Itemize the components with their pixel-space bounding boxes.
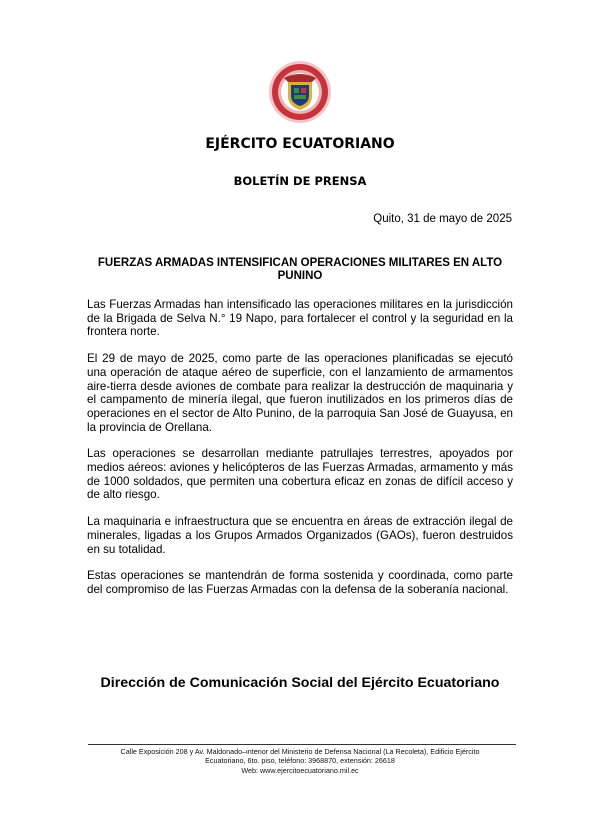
article-body: [87, 298, 513, 610]
footer-address-line-2: Ecuatoriano, 6to. piso, teléfono: 3968870, extensión: 26618: [205, 756, 395, 766]
footer-divider: [88, 744, 516, 745]
publication-date: Quito, 31 de mayo de 2025: [373, 213, 512, 225]
army-emblem-icon: [268, 60, 332, 124]
paragraph-1: Las Fuerzas Armadas han intensificado las operaciones militares en la jurisdicción de la Brigada de Selva N.° 19 Napo, para fortalecer el control y la seguridad en la frontera norte.: [87, 298, 513, 339]
organization-title: EJÉRCITO ECUATORIANO: [205, 136, 395, 152]
paragraph-5: Estas operaciones se mantendrán de forma sostenida y coordinada, como parte del compromiso de las Fuerzas Armadas con la defensa de la soberanía nacional.: [87, 569, 513, 596]
footer: [85, 747, 515, 775]
signature: Dirección de Comunicación Social del Ejército Ecuatoriano: [100, 675, 500, 691]
paragraph-3: Las operaciones se desarrollan mediante patrullajes terrestres, apoyados por medios aéreos: aviones y helicópteros de las Fuerzas Armadas, armamento y más de 1000 soldados, que permiten una cobertura eficaz en zonas de difícil acceso y de alto riesgo.: [87, 447, 513, 502]
footer-address-line-1: Calle Exposición 208 y Av. Maldonado–interior del Ministerio de Defensa Nacional (La Recoleta), Edificio Ejército: [120, 747, 480, 756]
headline: FUERZAS ARMADAS INTENSIFICAN OPERACIONES MILITARES EN ALTO PUNINO: [97, 257, 503, 282]
bulletin-title: BOLETÍN DE PRENSA: [233, 174, 367, 188]
footer-web: Web: www.ejercitoecuatoriano.mil.ec: [241, 765, 359, 775]
paragraph-2: El 29 de mayo de 2025, como parte de las operaciones planificadas se ejecutó una operación de ataque aéreo de superficie, con el lanzamiento de armamentos aire-tierra desde aviones de combate para realizar la destrucción de maquinaria y el campamento de minería ilegal, que fueron inutilizados en los primeros días de operaciones en el sector de Alto Punino, de la parroquia San José de Guayusa, en la provincia de Orellana.: [87, 352, 513, 434]
paragraph-4: La maquinaria e infraestructura que se encuentra en áreas de extracción ilegal de minerales, ligadas a los Grupos Armados Organizados (GAOs), fueron destruidos en su totalidad.: [87, 515, 513, 556]
